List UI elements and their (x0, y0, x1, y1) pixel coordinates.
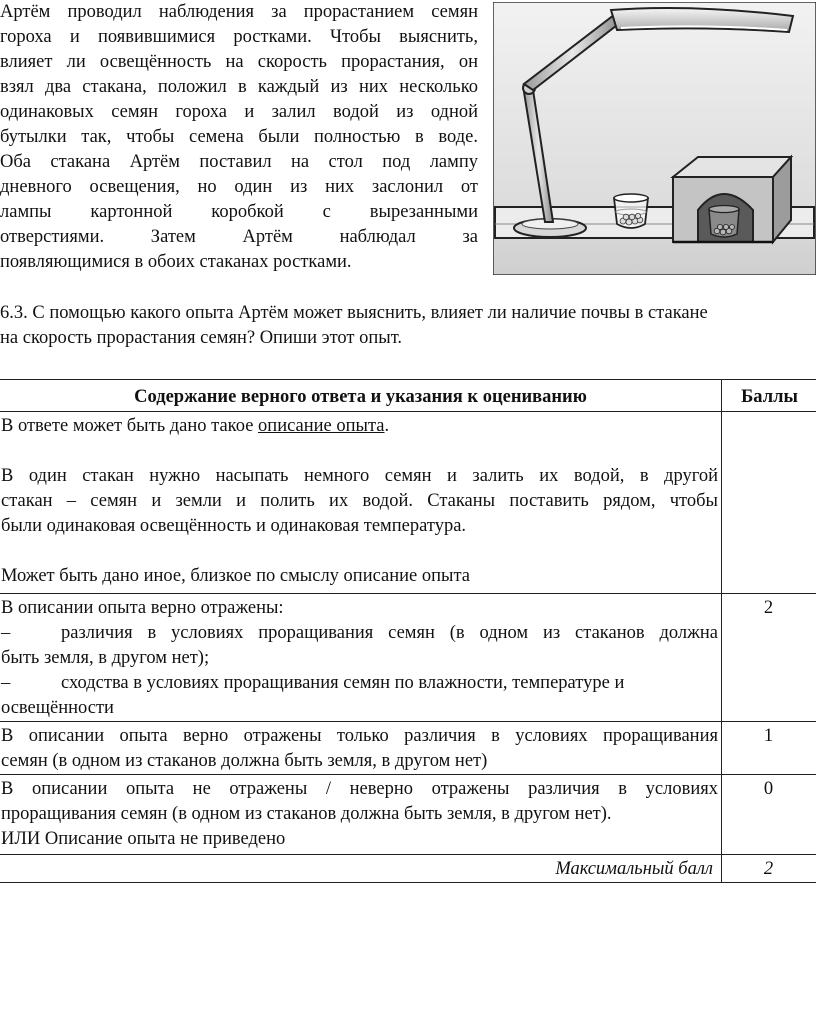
question-line: 6.3. С помощью какого опыта Артём может выяснить, влияет ли наличие почвы в стакане (0, 303, 708, 323)
bullet-dash: – (1, 673, 11, 693)
answer-line: стакан – семян и земли и полить их водой. Стаканы поставить рядом, чтобы (1, 491, 718, 511)
criterion-text: В описании опыта не отражены / неверно отражены различия в условиях проращивания семян (в одном из стаканов должна быть земля, в другом нет). ИЛИ Описание опыта не приведено (0, 775, 722, 855)
max-score-value: 2 (722, 855, 816, 883)
intro-line: появляющимися в обоих стаканах ростками. (0, 252, 352, 272)
criterion-row (0, 722, 816, 775)
criterion-title: В описании опыта верно отражены: (1, 598, 284, 618)
bullet-dash: – (1, 623, 11, 643)
answer-lead-underlined: описание опыта (258, 416, 385, 436)
criterion-bullet: – различия в условиях проращивания семян (в одном из стаканов должна (1, 621, 718, 646)
intro-line: Оба стакана Артём поставил на стол под лампу (0, 152, 478, 172)
intro-line: отверстиями. Затем Артём наблюдал за (0, 227, 478, 247)
header-points: Баллы (722, 380, 816, 412)
intro-paragraph (0, 0, 478, 275)
criterion-points: 0 (722, 775, 816, 855)
criterion-row (0, 775, 816, 855)
answer-line: В один стакан нужно насыпать немного семян и залить их водой, в другой (1, 466, 718, 486)
answer-points-cell (722, 412, 816, 594)
criterion-text (0, 594, 722, 722)
max-score-row (0, 855, 816, 883)
intro-line: дневного освещения, но один из них заслонил от (0, 177, 478, 197)
intro-line: гороха и появившимися ростками. Чтобы выяснить, (0, 27, 478, 47)
criterion-bullet: – сходства в условиях проращивания семян по влажности, температуре и (1, 671, 718, 696)
answer-line: были одинаковая освещённость и одинаковая температура. (1, 516, 467, 536)
answer-row (0, 412, 816, 594)
criterion-bullet-cont: освещённости (1, 698, 114, 718)
criterion-row (0, 594, 816, 722)
question-line: на скорость прорастания семян? Опиши этот опыт. (0, 328, 403, 348)
intro-line: лампы картонной коробкой с вырезанными (0, 202, 478, 222)
intro-line: Артём проводил наблюдения за прорастанием семян (0, 2, 478, 22)
intro-line: бутылки так, чтобы семена были полностью в воде. (0, 127, 478, 147)
max-score-label: Максимальный балл (0, 855, 722, 883)
header-content: Содержание верного ответа и указания к оцениванию (0, 380, 722, 412)
criterion-points: 2 (722, 594, 816, 722)
criterion-text: В описании опыта верно отражены только различия в условиях проращивания семян (в одном из стаканов должна быть земля, в другом нет) (0, 722, 722, 775)
intro-line: одинаковых семян гороха и залил водой из одной (0, 102, 478, 122)
question-text (0, 301, 816, 351)
criterion-points: 1 (722, 722, 816, 775)
intro-line: взял два стакана, положил в каждый из них несколько (0, 77, 478, 97)
answer-lead: В ответе может быть дано такое описание опыта. (1, 416, 390, 436)
table-header-row (0, 380, 816, 412)
criterion-bullet-cont: быть земля, в другом нет); (1, 648, 210, 668)
grading-table (0, 379, 816, 883)
experiment-illustration (493, 2, 816, 275)
answer-note: Может быть дано иное, близкое по смыслу описание опыта (1, 566, 470, 586)
answer-cell (0, 412, 722, 594)
intro-line: влияет ли освещённость на скорость прорастания, он (0, 52, 478, 72)
